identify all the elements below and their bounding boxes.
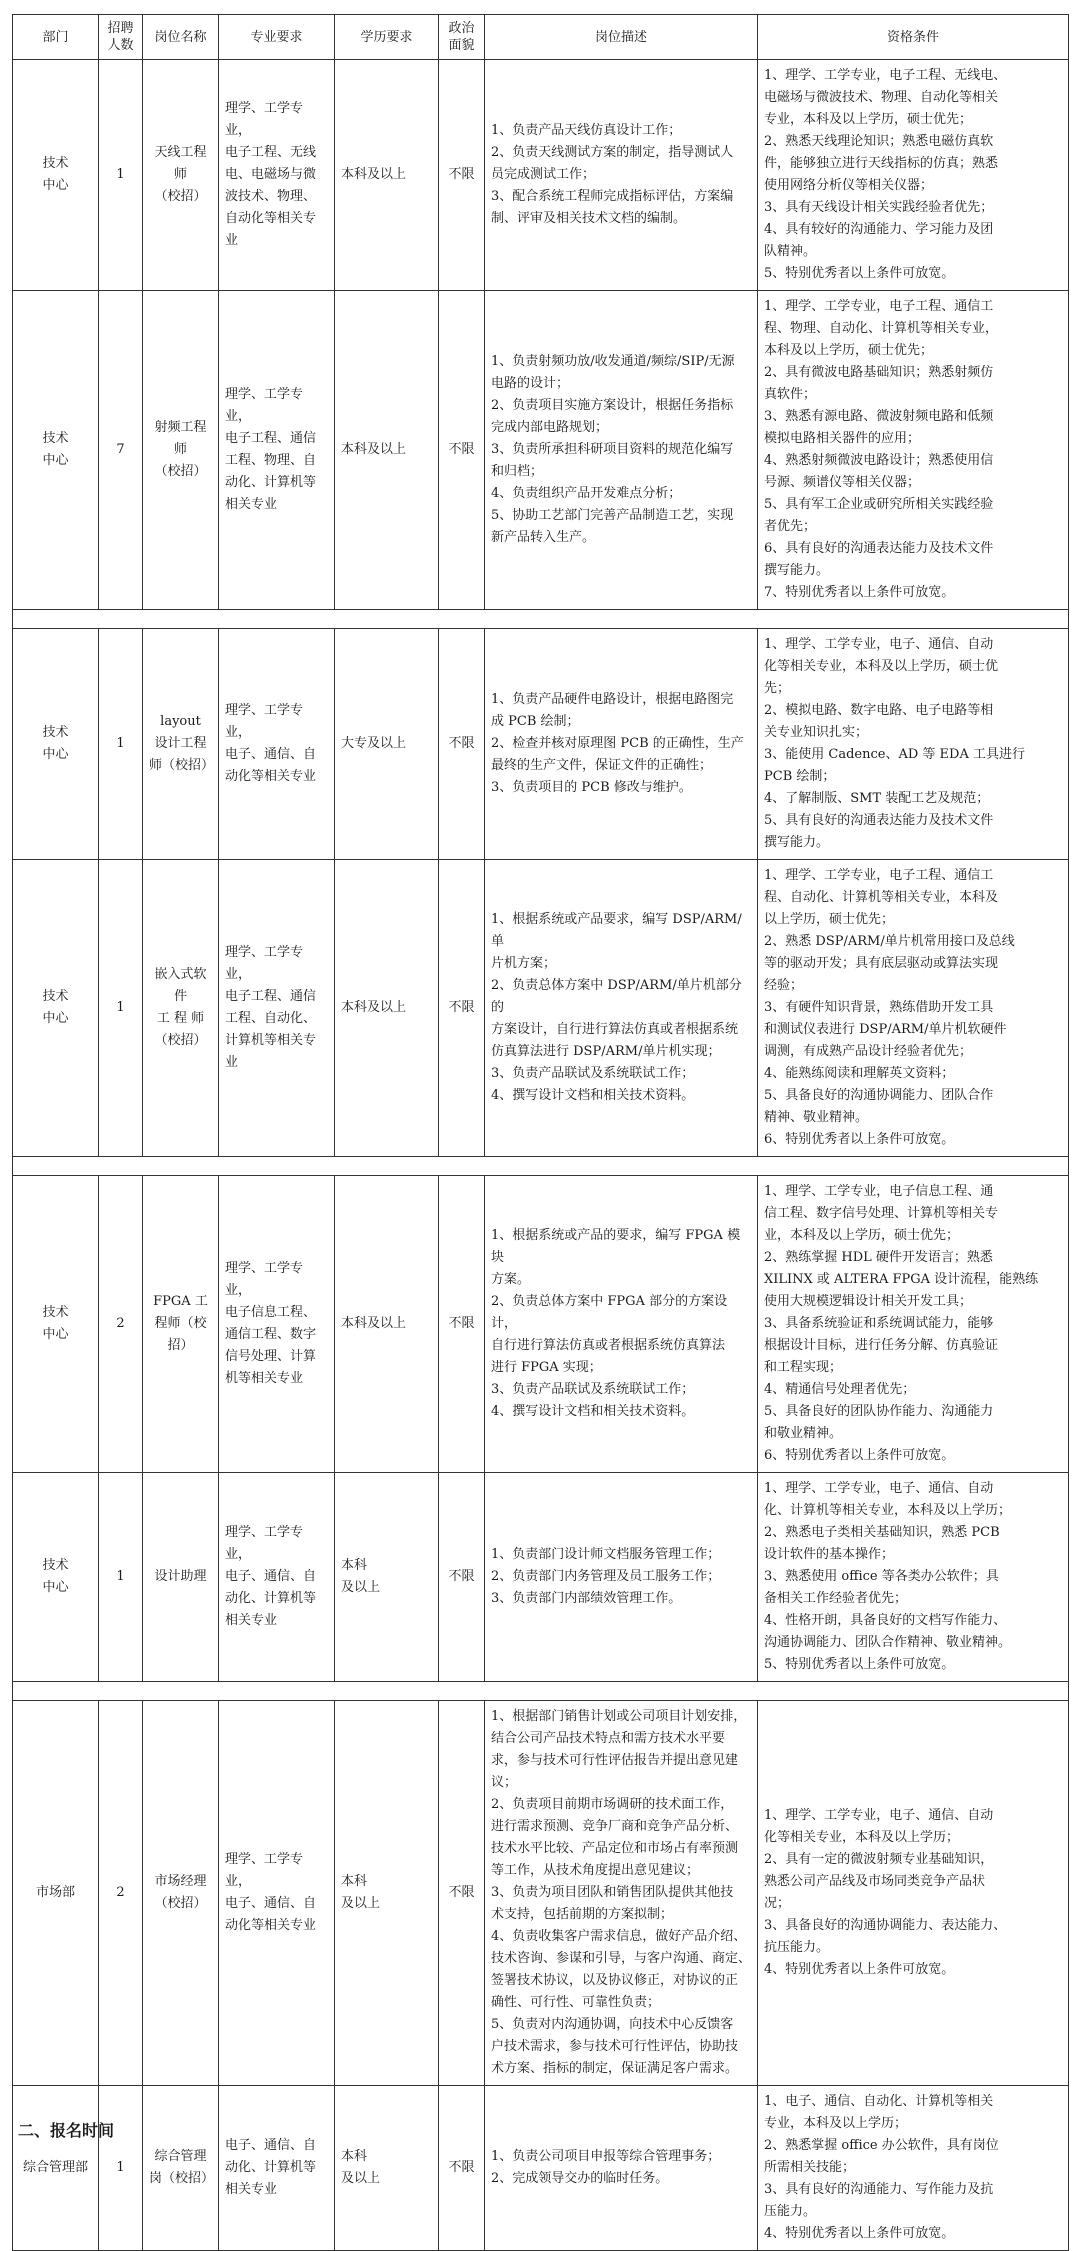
row-separator xyxy=(13,1157,1069,1176)
row-separator xyxy=(13,1682,1069,1701)
section-heading-registration-time: 二、报名时间 xyxy=(18,2121,115,2140)
cell-qual: 1、理学、工学专业，电子、通信、自动 化等相关专业，本科及以上学历； 2、具有一定的微波射频专业基础知识， 熟悉公司产品线及市场同类竞争产品状 况； 3、具备良好的沟通协调能力、表达能力、 抗压能力。 4、特别优秀者以上条件可放宽。 xyxy=(758,1701,1069,2086)
cell-count: 1 xyxy=(99,60,143,291)
cell-edu: 本科 及以上 xyxy=(335,1701,439,2086)
cell-title: 天线工程 师 （校招） xyxy=(143,60,219,291)
cell-political: 不限 xyxy=(439,291,485,610)
cell-dept: 技术 中心 xyxy=(13,860,99,1157)
cell-major: 理学、工学专业， 电子工程、通信 工程、自动化、 计算机等相关专 业 xyxy=(219,860,335,1157)
cell-desc: 1、根据系统或产品的要求，编写 FPGA 模块 方案。 2、负责总体方案中 FPGA 部分的方案设计， 自行进行算法仿真或者根据系统仿真算法 进行 FPGA 实现； 3、负责产品联试及系统联试工作； 4、撰写设计文档和相关技术资料。 xyxy=(485,1176,758,1473)
cell-count: 1 xyxy=(99,629,143,860)
table-row xyxy=(13,291,1069,610)
header-major: 专业要求 xyxy=(219,15,335,60)
cell-edu: 本科 及以上 xyxy=(335,1473,439,1682)
cell-major: 理学、工学专业， 电子信息工程、 通信工程、数字 信号处理、计算 机等相关专业 xyxy=(219,1176,335,1473)
cell-title: 设计助理 xyxy=(143,1473,219,1682)
table-row xyxy=(13,860,1069,1157)
cell-dept: 综合管理部 xyxy=(13,2086,99,2251)
cell-edu: 本科及以上 xyxy=(335,1176,439,1473)
cell-dept: 技术 中心 xyxy=(13,60,99,291)
cell-desc: 1、负责产品硬件电路设计，根据电路图完 成 PCB 绘制； 2、检查并核对原理图 PCB 的正确性，生产 最终的生产文件，保证文件的正确性； 3、负责项目的 PCB 修改与维护。 xyxy=(485,629,758,860)
cell-dept: 技术 中心 xyxy=(13,1473,99,1682)
header-title: 岗位名称 xyxy=(143,15,219,60)
cell-dept: 技术 中心 xyxy=(13,629,99,860)
cell-count: 1 xyxy=(99,1473,143,1682)
cell-count: 7 xyxy=(99,291,143,610)
header-count: 招聘 人数 xyxy=(99,15,143,60)
cell-qual: 1、电子、通信、自动化、计算机等相关 专业，本科及以上学历； 2、熟悉掌握 office 办公软件，具有岗位 所需相关技能； 3、具有良好的沟通能力、写作能力及抗 压能力。 4、特别优秀者以上条件可放宽。 xyxy=(758,2086,1069,2251)
cell-qual: 1、理学、工学专业，电子、通信、自动 化、计算机等相关专业，本科及以上学历； 2、熟悉电子类相关基础知识，熟悉 PCB 设计软件的基本操作； 3、熟悉使用 office 等各类办公软件；具 备相关工作经验者优先； 4、性格开朗，具备良好的文档写作能力、 沟通协调能力、团队合作精神、敬业精神。 5、特别优秀者以上条件可放宽。 xyxy=(758,1473,1069,1682)
cell-major: 理学、工学专业， 电子工程、无线 电、电磁场与微 波技术、物理、 自动化等相关专 业 xyxy=(219,60,335,291)
cell-title: 射频工程 师 （校招） xyxy=(143,291,219,610)
table-row xyxy=(13,1176,1069,1473)
table-header-row xyxy=(13,15,1069,60)
cell-title: 综合管理 岗（校招） xyxy=(143,2086,219,2251)
cell-count: 2 xyxy=(99,1701,143,2086)
cell-edu: 本科及以上 xyxy=(335,291,439,610)
cell-dept: 技术 中心 xyxy=(13,1176,99,1473)
cell-major: 电子、通信、自 动化、计算机等 相关专业 xyxy=(219,2086,335,2251)
cell-title: layout 设计工程 师（校招） xyxy=(143,629,219,860)
cell-desc: 1、负责产品天线仿真设计工作； 2、负责天线测试方案的制定，指导测试人 员完成测试工作； 3、配合系统工程师完成指标评估，方案编 制、评审及相关技术文档的编制。 xyxy=(485,60,758,291)
cell-desc: 1、负责射频功放/收发通道/频综/SIP/无源 电路的设计； 2、负责项目实施方案设计，根据任务指标 完成内部电路规划； 3、负责所承担科研项目资料的规范化编写 和归档； 4、负责组织产品开发难点分析； 5、协助工艺部门完善产品制造工艺，实现 新产品转入生产。 xyxy=(485,291,758,610)
cell-major: 理学、工学专业， 电子、通信、自 动化等相关专业 xyxy=(219,1701,335,2086)
header-edu: 学历要求 xyxy=(335,15,439,60)
cell-edu: 本科 及以上 xyxy=(335,2086,439,2251)
cell-qual: 1、理学、工学专业，电子、通信、自动 化等相关专业，本科及以上学历，硕士优 先； 2、模拟电路、数字电路、电子电路等相 关专业知识扎实； 3、能使用 Cadence、AD 等 EDA 工具进行 PCB 绘制； 4、了解制版、SMT 装配工艺及规范； 5、具有良好的沟通表达能力及技术文件 撰写能力。 xyxy=(758,629,1069,860)
cell-qual: 1、理学、工学专业，电子工程、通信工 程、物理、自动化、计算机等相关专业， 本科及以上学历，硕士优先； 2、具有微波电路基础知识；熟悉射频仿 真软件； 3、熟悉有源电路、微波射频电路和低频 模拟电路相关器件的应用； 4、熟悉射频微波电路设计；熟悉使用信 号源、频谱仪等相关仪器； 5、具有军工企业或研究所相关实践经验 者优先； 6、具有良好的沟通表达能力及技术文件 撰写能力。 7、特别优秀者以上条件可放宽。 xyxy=(758,291,1069,610)
cell-desc: 1、根据系统或产品要求，编写 DSP/ARM/单 片机方案； 2、负责总体方案中 DSP/ARM/单片机部分的 方案设计，自行进行算法仿真或者根据系统 仿真算法进行 DSP/ARM/单片机实现； 3、负责产品联试及系统联试工作； 4、撰写设计文档和相关技术资料。 xyxy=(485,860,758,1157)
cell-qual: 1、理学、工学专业，电子工程、通信工 程、自动化、计算机等相关专业，本科及 以上学历，硕士优先； 2、熟悉 DSP/ARM/单片机常用接口及总线 等的驱动开发；具有底层驱动或算法实现 经验； 3、有硬件知识背景，熟练借助开发工具 和测试仪表进行 DSP/ARM/单片机软硬件 调测，有成熟产品设计经验者优先； 4、能熟练阅读和理解英文资料； 5、具备良好的沟通协调能力、团队合作 精神、敬业精神。 6、特别优秀者以上条件可放宽。 xyxy=(758,860,1069,1157)
header-political: 政治 面貌 xyxy=(439,15,485,60)
cell-political: 不限 xyxy=(439,860,485,1157)
header-qual: 资格条件 xyxy=(758,15,1069,60)
cell-political: 不限 xyxy=(439,1176,485,1473)
cell-political: 不限 xyxy=(439,60,485,291)
cell-political: 不限 xyxy=(439,2086,485,2251)
cell-count: 1 xyxy=(99,2086,143,2251)
cell-count: 2 xyxy=(99,1176,143,1473)
cell-qual: 1、理学、工学专业，电子工程、无线电、 电磁场与微波技术、物理、自动化等相关 专业，本科及以上学历，硕士优先； 2、熟悉天线理论知识；熟悉电磁仿真软 件，能够独立进行天线指标的仿真；熟悉 使用网络分析仪等相关仪器； 3、具有天线设计相关实践经验者优先； 4、具有较好的沟通能力、学习能力及团 队精神。 5、特别优秀者以上条件可放宽。 xyxy=(758,60,1069,291)
cell-title: FPGA 工 程师（校 招） xyxy=(143,1176,219,1473)
cell-edu: 本科及以上 xyxy=(335,860,439,1157)
cell-edu: 大专及以上 xyxy=(335,629,439,860)
table-row xyxy=(13,1701,1069,2086)
recruitment-table-page xyxy=(12,14,1068,2251)
table-row xyxy=(13,60,1069,291)
job-table xyxy=(12,14,1069,2251)
cell-desc: 1、负责部门设计师文档服务管理工作； 2、负责部门内务管理及员工服务工作； 3、负责部门内部绩效管理工作。 xyxy=(485,1473,758,1682)
cell-dept: 市场部 xyxy=(13,1701,99,2086)
cell-title: 市场经理 （校招） xyxy=(143,1701,219,2086)
cell-edu: 本科及以上 xyxy=(335,60,439,291)
cell-political: 不限 xyxy=(439,629,485,860)
table-row xyxy=(13,1473,1069,1682)
header-dept: 部门 xyxy=(13,15,99,60)
table-row xyxy=(13,2086,1069,2251)
cell-title: 嵌入式软 件 工 程 师 （校招） xyxy=(143,860,219,1157)
cell-political: 不限 xyxy=(439,1473,485,1682)
header-desc: 岗位描述 xyxy=(485,15,758,60)
cell-count: 1 xyxy=(99,860,143,1157)
cell-political: 不限 xyxy=(439,1701,485,2086)
row-separator xyxy=(13,610,1069,629)
cell-desc: 1、负责公司项目申报等综合管理事务； 2、完成领导交办的临时任务。 xyxy=(485,2086,758,2251)
cell-qual: 1、理学、工学专业，电子信息工程、通 信工程、数字信号处理、计算机等相关专 业，本科及以上学历，硕士优先； 2、熟练掌握 HDL 硬件开发语言；熟悉 XILINX 或 ALTERA FPGA 设计流程，能熟练 使用大规模逻辑设计相关开发工具； 3、具备系统验证和系统调试能力，能够 根据设计目标，进行任务分解、仿真验证 和工程实现； 4、精通信号处理者优先； 5、具备良好的团队协作能力、沟通能力 和敬业精神。 6、特别优秀者以上条件可放宽。 xyxy=(758,1176,1069,1473)
cell-major: 理学、工学专业， 电子、通信、自 动化等相关专业 xyxy=(219,629,335,860)
table-row xyxy=(13,629,1069,860)
cell-major: 理学、工学专业， 电子工程、通信 工程、物理、自 动化、计算机等 相关专业 xyxy=(219,291,335,610)
cell-dept: 技术 中心 xyxy=(13,291,99,610)
cell-desc: 1、根据部门销售计划或公司项目计划安排， 结合公司产品技术特点和需方技术水平要 求，参与技术可行性评估报告并提出意见建 议； 2、负责项目前期市场调研的技术面工作， 进行需求预测、竞争厂商和竞争产品分析、 技术水平比较、产品定位和市场占有率预测 等工作，从技术角度提出意见建议； 3、负责为项目团队和销售团队提供其他技 术支持，包括前期的方案拟制； 4、负责收集客户需求信息，做好产品介绍、 技术咨询、参谋和引导，与客户沟通、商定、 签署技术协议，以及协议修正，对协议的正 确性、可行性、可靠性负责； 5、负责对内沟通协调，向技术中心反馈客 户技术需求，参与技术可行性评估，协助技 术方案、指标的制定，保证满足客户需求。 xyxy=(485,1701,758,2086)
cell-major: 理学、工学专业， 电子、通信、自 动化、计算机等 相关专业 xyxy=(219,1473,335,1682)
